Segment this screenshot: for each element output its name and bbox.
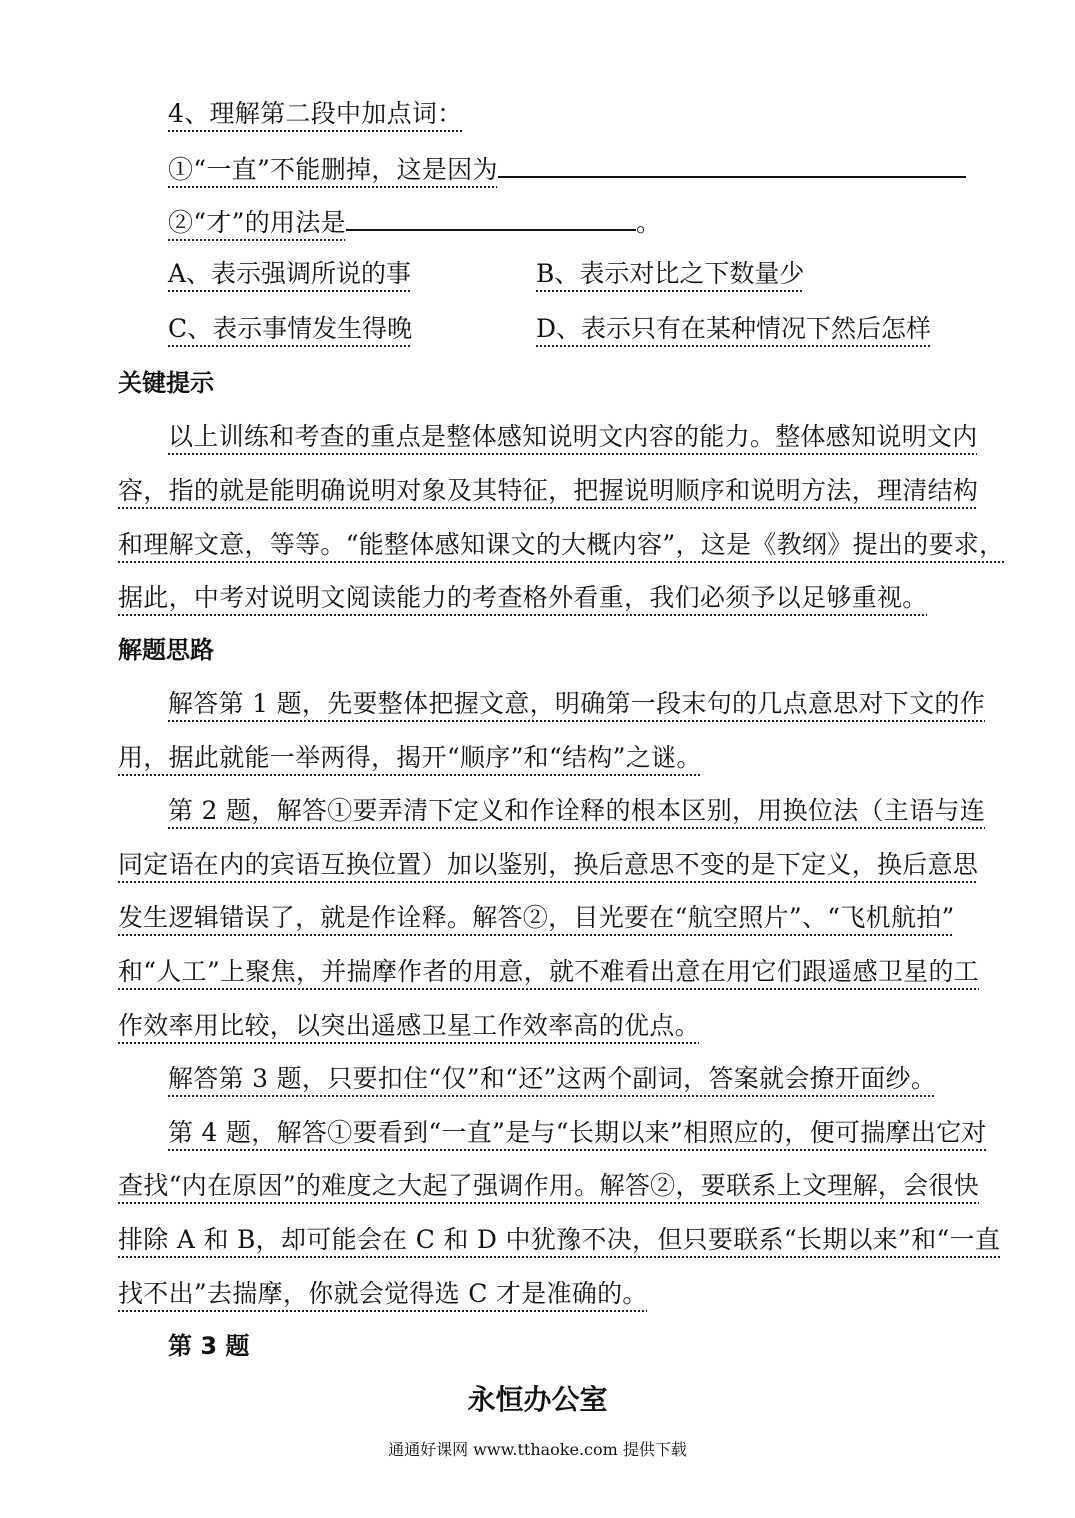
solution-line-5: 发生逻辑错误了，就是作诠释。解答②，目光要在“航空照片”、“飞机航拍” [118, 903, 955, 932]
question-item-1-text: ①“一直”不能删掉，这是因为 [168, 155, 498, 184]
solution-line-10: 查找“内在原因”的难度之大起了强调作用。解答②，要联系上文理解，会很快 [118, 1171, 980, 1200]
question-item-1 [168, 150, 960, 188]
key-hint-line-2: 容，指的就是能明确说明对象及其特征，把握说明顺序和说明方法，理清结构 [118, 476, 979, 505]
solution-line-3: 第 2 题，解答①要弄清下定义和作诠释的根本区别，用换位法（主语与连 [168, 796, 986, 825]
question-item-2 [168, 203, 960, 241]
section-3-heading: 第 3 题 [168, 1332, 250, 1360]
solution-heading: 解题思路 [118, 636, 214, 664]
solution-line-12: 找不出”去揣摩，你就会觉得选 C 才是准确的。 [118, 1279, 648, 1308]
solution-line-2: 用，据此就能一举两得，揭开“顺序”和“结构”之谜。 [118, 743, 702, 772]
solution-line-6: 和“人工”上聚焦，并揣摩作者的用意，就不难看出意在用它们跟遥感卫星的工 [118, 957, 980, 986]
question-item-2-suffix: 。 [635, 208, 662, 237]
question-title-text: 4、理解第二段中加点词： [168, 99, 463, 128]
article-title: 永恒办公室 [467, 1383, 608, 1416]
key-hint-line-4: 据此，中考对说明文阅读能力的考查格外看重，我们必须予以足够重视。 [118, 583, 928, 612]
footer-text: 通通好课网 www.tthaoke.com 提供下载 [388, 1440, 687, 1459]
key-hint-line-3: 和理解文意，等等。“能整体感知课文的大概内容”，这是《教纲》提出的要求， [118, 530, 1005, 559]
question-title [168, 96, 960, 132]
option-b: B、表示对比之下数量少 [536, 259, 805, 288]
solution-line-7: 作效率用比较，以突出遥感卫星工作效率高的优点。 [118, 1011, 700, 1040]
solution-line-11: 排除 A 和 B，却可能会在 C 和 D 中犹豫不决，但只要联系“长期以来”和“一直 [118, 1225, 1001, 1254]
solution-line-1: 解答第 1 题，先要整体把握文意，明确第一段末句的几点意思对下文的作 [168, 689, 986, 718]
solution-line-9: 第 4 题，解答①要看到“一直”是与“长期以来”相照应的，便可揣摩出它对 [168, 1118, 987, 1147]
solution-line-4: 同定语在内的宾语互换位置）加以鉴别，换后意思不变的是下定义，换后意思 [118, 850, 979, 879]
key-hint-heading: 关键提示 [118, 369, 214, 397]
option-a: A、表示强调所说的事 [168, 259, 412, 288]
question-item-2-text: ②“才”的用法是 [168, 208, 346, 237]
answer-blank-2[interactable] [346, 203, 636, 231]
solution-line-8: 解答第 3 题，只要扣住“仅”和“还”这两个副词，答案就会撩开面纱。 [168, 1064, 937, 1093]
key-hint-line-1: 以上训练和考查的重点是整体感知说明文内容的能力。整体感知说明文内 [168, 422, 978, 451]
answer-blank-1[interactable] [498, 150, 966, 178]
option-c: C、表示事情发生得晚 [168, 314, 413, 343]
option-d: D、表示只有在某种情况下然后怎样 [536, 314, 932, 343]
